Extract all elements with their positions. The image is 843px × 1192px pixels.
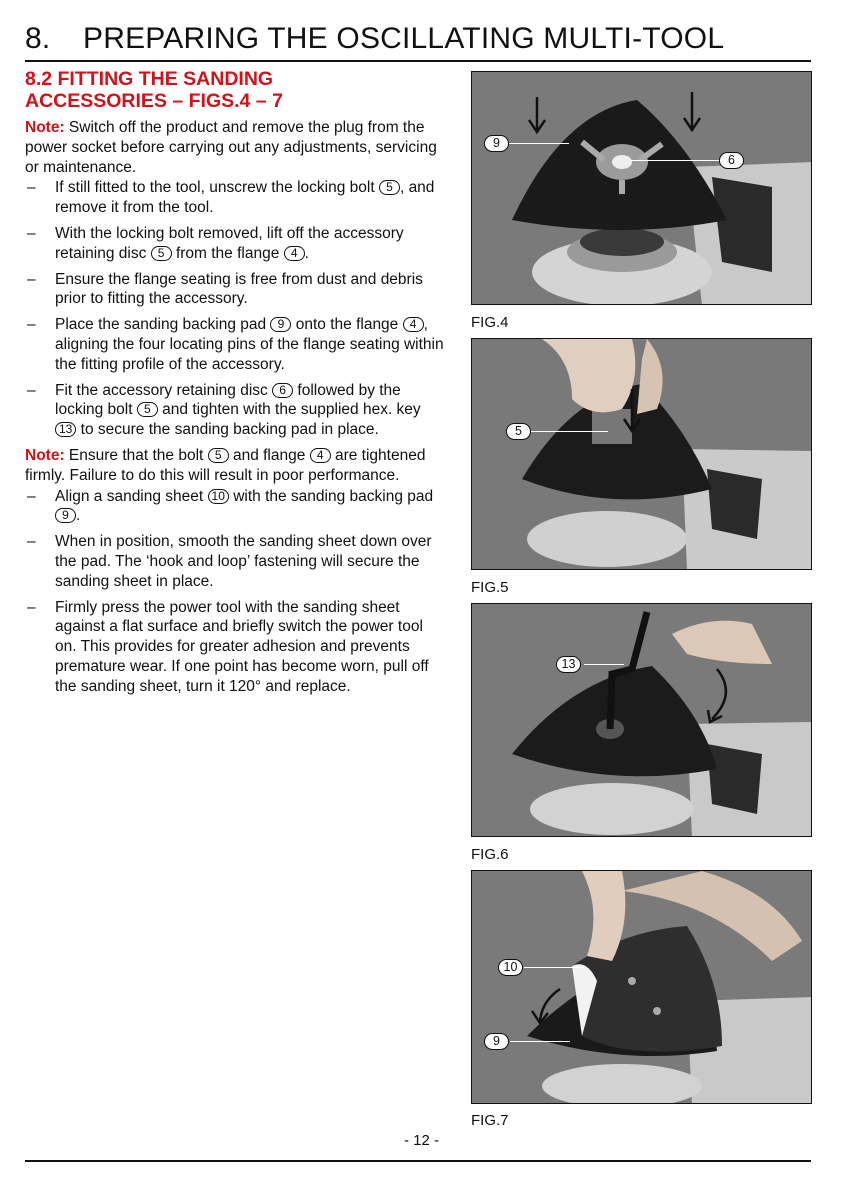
- step-clean-flange: [25, 270, 445, 310]
- step-list-fitting: [25, 178, 445, 440]
- step-text: .: [76, 507, 81, 525]
- leader-line: [584, 664, 624, 665]
- component-ref: 5: [379, 180, 400, 195]
- component-ref: 4: [284, 246, 305, 261]
- step-text: to secure the sanding backing pad in place.: [76, 421, 379, 439]
- note-text: are tightened firmly. Failure to do this will result in poor performance.: [25, 446, 426, 484]
- header-rule: [25, 60, 811, 62]
- callout-9: 9: [484, 135, 509, 152]
- step-press-tool: [25, 598, 445, 697]
- note-label: Note:: [25, 446, 65, 464]
- figure-4-caption: FIG.4: [471, 314, 509, 331]
- note-text: Ensure that the bolt: [64, 446, 208, 464]
- step-text: Ensure the flange seating is free from dust and debris prior to fitting the accessory.: [55, 270, 423, 308]
- figure-7-illustration: [472, 871, 812, 1104]
- step-text: and tighten with the supplied hex. key: [157, 401, 421, 419]
- callout-5: 5: [506, 423, 531, 440]
- component-ref: 9: [270, 317, 291, 332]
- component-ref: 10: [208, 489, 229, 504]
- step-place-pad: [25, 315, 445, 374]
- leader-line: [530, 431, 608, 432]
- callout-13: 13: [556, 656, 581, 673]
- figure-5-illustration: [472, 339, 812, 570]
- footer-rule: [25, 1160, 811, 1162]
- step-text: , and remove it from the tool.: [55, 179, 435, 217]
- callout-10: 10: [498, 959, 523, 976]
- figure-6-illustration: [472, 604, 812, 837]
- page-number: - 12 -: [403, 1132, 439, 1149]
- section-heading-line-2: ACCESSORIES – FIGS.4 – 7: [25, 90, 283, 112]
- step-text: followed by the locking bolt: [55, 381, 401, 419]
- chapter-title: PREPARING THE OSCILLATING MULTI-TOOL: [83, 22, 725, 55]
- note-text: Switch off the product and remove the plug from the power socket before carrying out any adjustments, servicing or maintenance.: [25, 119, 437, 176]
- component-ref: 5: [137, 402, 158, 417]
- figure-5-caption: FIG.5: [471, 579, 509, 596]
- leader-line: [631, 160, 719, 161]
- component-ref: 13: [55, 422, 76, 437]
- note-text: and flange: [228, 446, 310, 464]
- figure-6-photo: [471, 603, 812, 837]
- component-ref: 5: [208, 448, 229, 463]
- step-align-sheet: [25, 487, 445, 527]
- figure-5-photo: [471, 338, 812, 570]
- tightening-note: [25, 446, 445, 486]
- figure-6-caption: FIG.6: [471, 846, 509, 863]
- step-text: Firmly press the power tool with the sanding sheet against a flat surface and briefly switch the power tool on. This provides for greater adhesion and prevents premature wear. If one point has become worn, pull off the sanding sheet, turn it 120° and replace.: [55, 598, 429, 695]
- step-text: Fit the accessory retaining disc: [55, 381, 273, 399]
- step-text: onto the flange: [291, 316, 403, 334]
- component-ref: 9: [55, 508, 76, 523]
- step-text: .: [304, 244, 309, 262]
- figure-4-photo: [471, 71, 812, 305]
- component-ref: 6: [272, 383, 293, 398]
- step-text: from the flange: [171, 244, 284, 262]
- step-unscrew-bolt: [25, 178, 445, 218]
- figure-7-photo: [471, 870, 812, 1104]
- chapter-number: 8.: [25, 22, 51, 55]
- callout-6: 6: [719, 152, 744, 169]
- figure-4-illustration: [472, 72, 812, 305]
- leader-line: [509, 143, 569, 144]
- step-text: Place the sanding backing pad: [55, 316, 271, 334]
- page-title: [25, 22, 724, 56]
- component-ref: 4: [310, 448, 331, 463]
- instruction-column: [25, 68, 445, 703]
- step-smooth-sheet: [25, 532, 445, 591]
- component-ref: 5: [151, 246, 172, 261]
- callout-9: 9: [484, 1033, 509, 1050]
- step-list-sheet: [25, 487, 445, 697]
- step-text: When in position, smooth the sanding sheet down over the pad. The ‘hook and loop’ fastening will secure the sanding sheet in place.: [55, 533, 432, 590]
- note-label: Note:: [25, 119, 65, 136]
- component-ref: 4: [403, 317, 424, 332]
- step-lift-disc: [25, 224, 445, 264]
- section-heading-line-1: 8.2 FITTING THE SANDING: [25, 68, 274, 90]
- figure-7-caption: FIG.7: [471, 1112, 509, 1129]
- leader-line: [524, 967, 584, 968]
- safety-note: [25, 118, 445, 177]
- step-text: Align a sanding sheet: [55, 487, 208, 505]
- step-fit-disc-and-bolt: [25, 381, 445, 440]
- step-text: If still fitted to the tool, unscrew the locking bolt: [55, 179, 379, 197]
- section-heading: [25, 68, 445, 112]
- step-text: With the locking bolt removed, lift off the accessory retaining disc: [55, 224, 404, 262]
- leader-line: [510, 1041, 570, 1042]
- step-text: with the sanding backing pad: [228, 487, 434, 505]
- step-text: , aligning the four locating pins of the flange seating within the fitting profile of the accessory.: [55, 316, 444, 373]
